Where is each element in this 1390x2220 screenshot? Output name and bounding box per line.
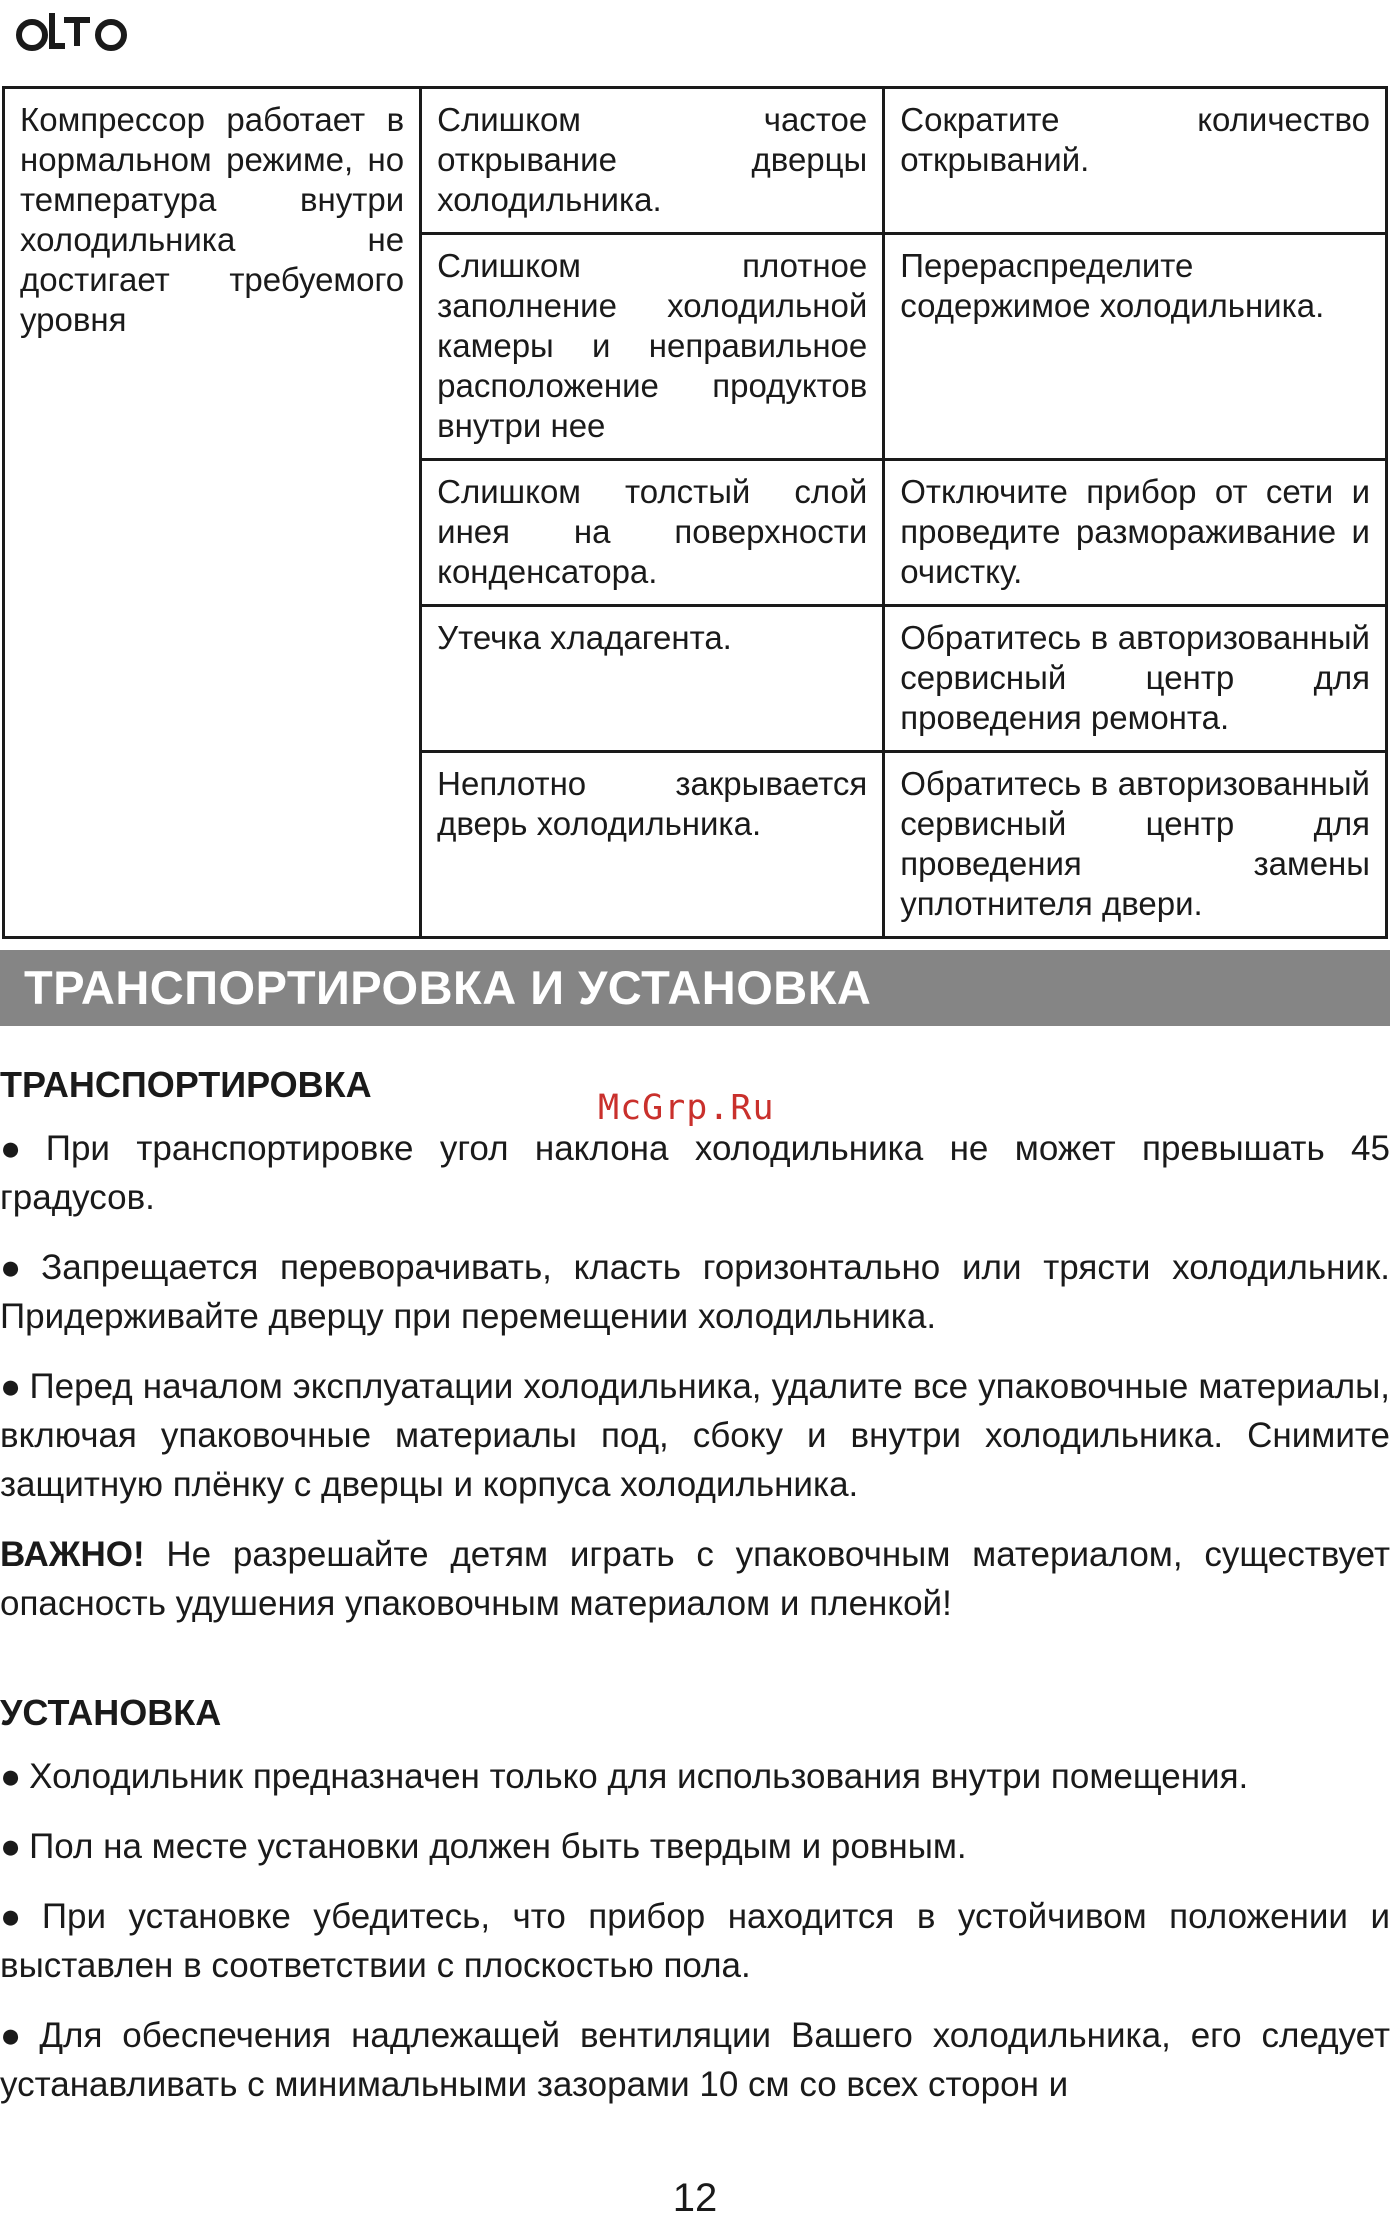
cause-cell: Неплотно закрывается дверь холодильника. [421, 752, 884, 938]
section-title: ТРАНСПОРТИРОВКА И УСТАНОВКА [0, 950, 1390, 1026]
bullet-icon: ● [0, 1897, 34, 1936]
problem-cell: Компрессор работает в нормальном режиме, но температура внутри холодильника не достигает требуемого уровня [4, 88, 421, 938]
list-item-text: Перед началом эксплуатации холодильника, удалите все упаковочные материалы, включая упаковочные материалы под, сбоку и внутри холодильника. Снимите защитную плёнку с дверцы и корпуса холодильника. [0, 1367, 1390, 1504]
list-item-text: Пол на месте установки должен быть твердым и ровным. [29, 1827, 967, 1866]
installation-heading: УСТАНОВКА [0, 1692, 222, 1733]
brand-logo [14, 6, 134, 56]
list-item [0, 2011, 1390, 2109]
bullet-icon: ● [0, 1827, 22, 1866]
cause-cell: Слишком плотное заполнение холодильной камеры и неправильное расположение продуктов внутри нее [421, 234, 884, 460]
cause-cell: Слишком частое открывание дверцы холодильника. [421, 88, 884, 234]
list-item-text: Для обеспечения надлежащей вентиляции Вашего холодильника, его следует устанавливать с минимальными зазорами 10 см со всех сторон и [0, 2016, 1390, 2104]
list-item-text: При транспортировке угол наклона холодильника не может превышать 45 градусов. [0, 1129, 1390, 1217]
instructions-content [0, 1058, 1390, 2130]
table-row [4, 88, 1387, 234]
list-item [0, 1124, 1390, 1222]
list-item [0, 1362, 1390, 1509]
list-item [0, 1752, 1390, 1801]
important-note [0, 1530, 1390, 1628]
page-number: 12 [672, 2176, 718, 2220]
solution-cell: Сократите количество открываний. [884, 88, 1387, 234]
list-item-text: При установке убедитесь, что прибор находится в устойчивом положении и выставлен в соответствии с плоскостью пола. [0, 1897, 1390, 1985]
troubleshooting-table [2, 86, 1388, 939]
bullet-icon: ● [0, 1248, 34, 1287]
list-item [0, 1892, 1390, 1990]
solution-cell: Отключите прибор от сети и проведите размораживание и очистку. [884, 460, 1387, 606]
important-text: Не разрешайте детям играть с упаковочным материалом, существует опасность удушения упаковочным материалом и пленкой! [0, 1535, 1390, 1623]
watermark: McGrp.Ru [598, 1088, 775, 1128]
list-item-text: Холодильник предназначен только для использования внутри помещения. [29, 1757, 1249, 1796]
list-item-text: Запрещается переворачивать, класть горизонтально или трясти холодильник. Придерживайте дверцу при перемещении холодильника. [0, 1248, 1390, 1336]
important-label: ВАЖНО! [0, 1535, 145, 1574]
bullet-icon: ● [0, 1757, 22, 1796]
solution-cell: Обратитесь в авторизованный сервисный центр для проведения ремонта. [884, 606, 1387, 752]
solution-cell: Обратитесь в авторизованный сервисный центр для проведения замены уплотнителя двери. [884, 752, 1387, 938]
list-item [0, 1822, 1390, 1871]
transport-heading: ТРАНСПОРТИРОВКА [0, 1064, 372, 1105]
cause-cell: Слишком толстый слой инея на поверхности конденсатора. [421, 460, 884, 606]
solution-cell: Перераспределите содержимое холодильника. [884, 234, 1387, 460]
list-item [0, 1243, 1390, 1341]
cause-cell: Утечка хладагента. [421, 606, 884, 752]
bullet-icon: ● [0, 2016, 32, 2055]
bullet-icon: ● [0, 1129, 38, 1168]
bullet-icon: ● [0, 1367, 22, 1406]
